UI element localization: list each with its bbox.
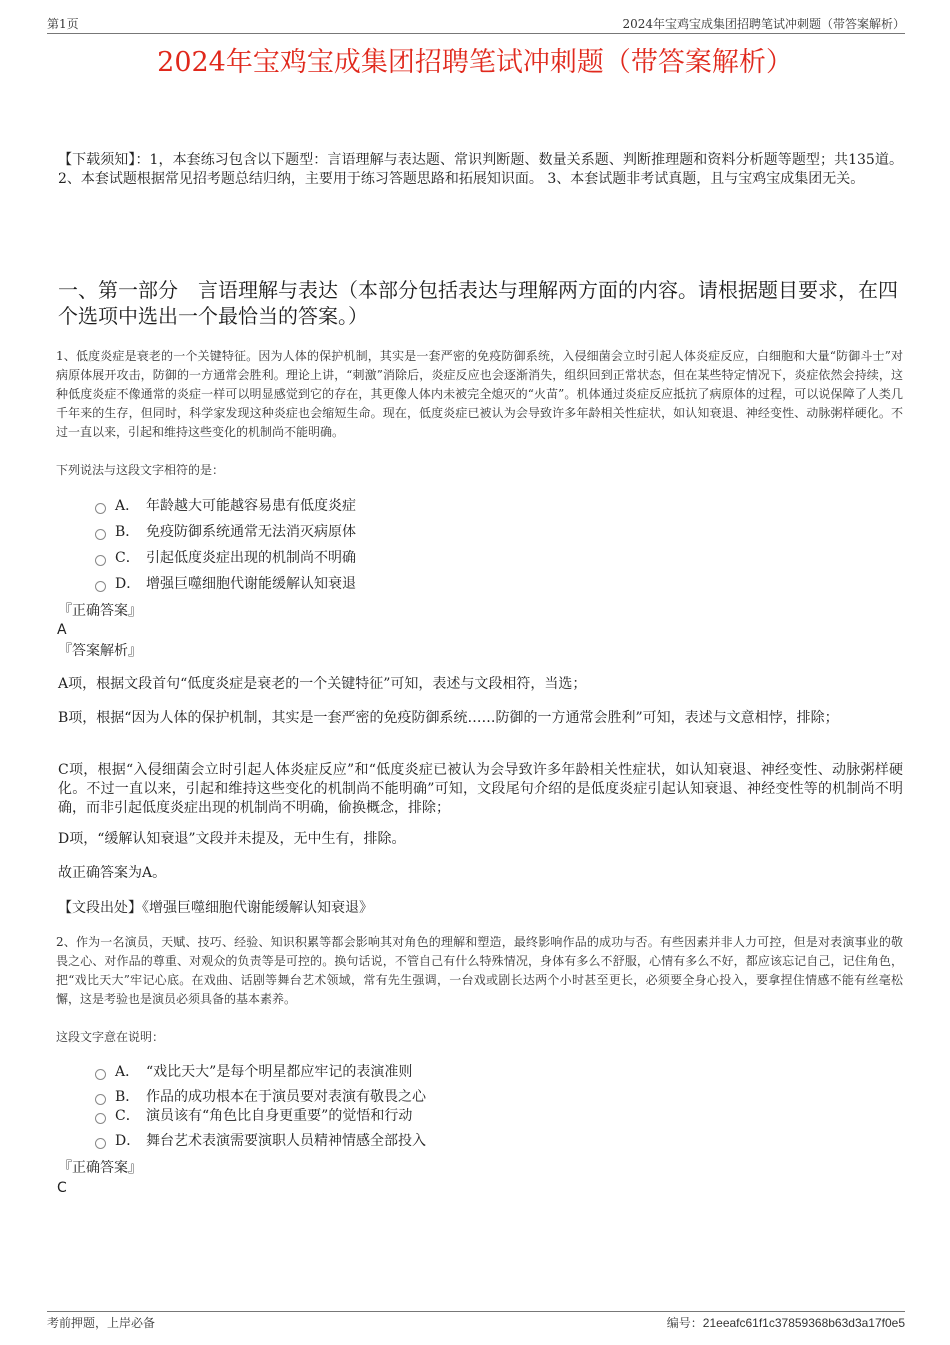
question-1-prompt: 下列说法与这段文字相符的是： [56, 463, 225, 477]
analysis-item-d: D项，“缓解认知衰退”文段并未提及，无中生有，排除。 [58, 831, 406, 847]
radio-icon[interactable] [95, 1069, 106, 1080]
footer-divider [47, 1311, 905, 1312]
option-text: 舞台艺术表演需要演职人员精神情感全部投入 [146, 1133, 426, 1149]
option-text: 增强巨噬细胞代谢能缓解认知衰退 [146, 576, 356, 592]
radio-icon[interactable] [95, 1113, 106, 1124]
analysis-conclusion: 故正确答案为A。 [58, 865, 167, 881]
option-letter: A． [115, 1064, 140, 1080]
page-number: 第1页 [47, 17, 79, 31]
section-heading: 一、第一部分 言语理解与表达（本部分包括表达与理解两方面的内容。请根据题目要求，在四个选项中选出一个最恰当的答案。） [58, 278, 898, 328]
option-text: 免疫防御系统通常无法消灭病原体 [146, 524, 356, 540]
footer-slogan: 考前押题，上岸必备 [47, 1316, 156, 1330]
analysis-item-b: B项，根据“因为人体的保护机制，其实是一套严密的免疫防御系统……防御的一方通常会胜利”可知，表述与文意相悖，排除； [58, 710, 839, 726]
document-code [667, 1315, 905, 1331]
header-divider [47, 33, 905, 34]
option-text: 演员该有“角色比自身更重要”的觉悟和行动 [146, 1108, 413, 1124]
question-2-option-c[interactable] [95, 1106, 412, 1126]
option-letter: C． [115, 550, 140, 566]
question-1-option-a[interactable] [95, 496, 356, 516]
question-2-option-b[interactable] [95, 1087, 426, 1107]
question-1-analysis-label: 『答案解析』 [58, 643, 142, 659]
download-notice: 【下载须知】：1，本套练习包含以下题型：言语理解与表达题、常识判断题、数量关系题、判断推理题和资料分析题等题型；共135道。 2、本套试题根据常见招考题总结归纳，主要用于练习答题思路和拓展知识面。 3、本套试题非考试真题，且与宝鸡宝成集团无关。 [58, 152, 903, 187]
question-1-answer: A [57, 622, 67, 638]
question-1-answer-label: 『正确答案』 [58, 603, 142, 619]
option-letter: D． [115, 1133, 141, 1149]
question-1-option-c[interactable] [95, 548, 356, 568]
radio-icon[interactable] [95, 1094, 106, 1105]
radio-icon[interactable] [95, 1138, 106, 1149]
question-2-option-d[interactable] [95, 1131, 426, 1151]
question-1-stem: 1、低度炎症是衰老的一个关键特征。因为人体的保护机制，其实是一套严密的免疫防御系统，入侵细菌会立时引起人体炎症反应，白细胞和大量“防御斗士”对病原体展开攻击，防御的一方通常会胜利。理论上讲，“刺激”消除后，炎症反应也会逐渐消失，组织回到正常状态，但在某些特定情况下，炎症依然会持续，这种低度炎症不像通常的炎症一样可以明显感觉到它的存在，其更像人体内未被完全熄灭的“火苗”。机体通过炎症反应抵抗了病原体的过程，可以说保障了人类几千年来的生存，但同时，科学家发现这种炎症也会缩短生命。现在，低度炎症已被认为会导致许多年龄相关性症状，如认知衰退、神经变性、动脉粥样硬化。不过一直以来，引起和维持这些变化的机制尚不能明确。 [56, 349, 903, 439]
option-letter: B． [115, 1089, 140, 1105]
option-letter: D． [115, 576, 141, 592]
option-letter: A． [115, 498, 140, 514]
question-2-prompt: 这段文字意在说明： [56, 1030, 165, 1044]
radio-icon[interactable] [95, 581, 106, 592]
document-title: 2024年宝鸡宝成集团招聘笔试冲刺题（带答案解析） [157, 47, 793, 78]
radio-icon[interactable] [95, 529, 106, 540]
option-letter: C． [115, 1108, 140, 1124]
question-1-option-b[interactable] [95, 522, 356, 542]
option-text: “戏比天大”是每个明星都应牢记的表演准则 [146, 1064, 413, 1080]
analysis-item-c: C项，根据“入侵细菌会立时引起人体炎症反应”和“低度炎症已被认为会导致许多年龄相关性症状，如认知衰退、神经变性、动脉粥样硬化。不过一直以来，引起和维持这些变化的机制尚不能明确”可知，文段尾句介绍的是低度炎症引起认知衰退、神经变性等的机制尚不明确，而非引起低度炎症出现的机制尚不明确，偷换概念，排除； [58, 762, 903, 816]
code-value: 21eeafc61f1c37859368b63d3a17f0e5 [702, 1316, 905, 1330]
option-letter: B． [115, 524, 140, 540]
question-1-source: 【文段出处】《增强巨噬细胞代谢能缓解认知衰退》 [58, 900, 373, 916]
question-1-option-d[interactable] [95, 574, 356, 594]
radio-icon[interactable] [95, 503, 106, 514]
question-2-answer-label: 『正确答案』 [58, 1160, 142, 1176]
radio-icon[interactable] [95, 555, 106, 566]
question-2-stem: 2、作为一名演员，天赋、技巧、经验、知识积累等都会影响其对角色的理解和塑造，最终影响作品的成功与否。有些因素并非人力可控，但是对表演事业的敬畏之心、对作品的尊重、对观众的负责等是可控的。换句话说，不管自己有什么特殊情况，身体有多么不舒服，心情有多么不好，都应该忘记自己，记住角色，把“戏比天大”牢记心底。在戏曲、话剧等舞台艺术领域，常有先生强调，一台戏或剧长达两个小时甚至更长，必须要全身心投入，要拿捏住情感不能有丝毫松懈，这是考验也是演员必须具备的基本素养。 [56, 935, 903, 1006]
question-2-option-a[interactable] [95, 1062, 412, 1082]
option-text: 年龄越大可能越容易患有低度炎症 [146, 498, 356, 514]
option-text: 引起低度炎症出现的机制尚不明确 [146, 550, 356, 566]
code-label: 编号： [666, 1316, 703, 1330]
analysis-item-a: A项，根据文段首句“低度炎症是衰老的一个关键特征”可知，表述与文段相符，当选； [58, 676, 587, 692]
option-text: 作品的成功根本在于演员要对表演有敬畏之心 [146, 1089, 426, 1105]
running-title: 2024年宝鸡宝成集团招聘笔试冲刺题（带答案解析） [622, 17, 905, 31]
question-2-answer: C [57, 1180, 67, 1196]
